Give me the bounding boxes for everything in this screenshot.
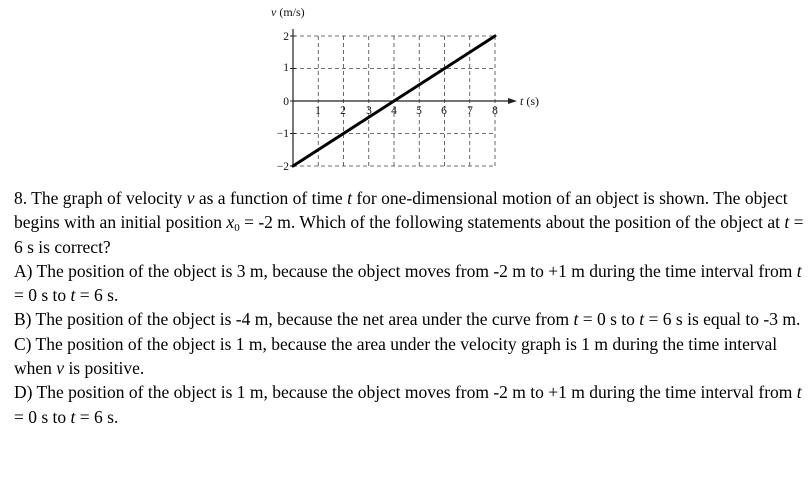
- x-tick-label: 7: [467, 105, 473, 117]
- y-tick-label: 2: [283, 31, 289, 43]
- y-tick-label: −2: [276, 161, 289, 173]
- x-axis-unit: (s): [526, 94, 540, 108]
- choice-c: C) The position of the object is 1 m, because the area under the velocity graph is 1 m during the time interval when v is positive.: [14, 333, 778, 379]
- y-axis-unit: (m/s): [279, 5, 305, 19]
- x-tick-label: 5: [416, 105, 422, 117]
- choice-d: D) The position of the object is 1 m, because the object moves from -2 m to +1 m during the time interval from t = 0 s to t = 6 s.: [14, 382, 802, 427]
- choice-b: B) The position of the object is -4 m, because the net area under the curve from t = 0 s to t = 6 s is equal to -3 m.: [14, 309, 801, 330]
- y-tick-label: −1: [276, 128, 289, 140]
- x-axis-var: t: [520, 94, 524, 108]
- y-tick-label: 1: [283, 62, 289, 74]
- x-tick-label: 6: [441, 105, 447, 117]
- x-axis-label: [520, 94, 539, 108]
- choice-a: A) The position of the object is 3 m, because the object moves from -2 m to +1 m during the time interval from t = 0 s to t = 6 s.: [14, 260, 802, 306]
- x-axis-arrow-icon: [508, 98, 517, 104]
- velocity-time-graph: [255, 0, 555, 178]
- x-tick-label: 8: [492, 105, 498, 117]
- y-axis-label: [271, 5, 305, 19]
- x-tick-label: 2: [340, 105, 346, 117]
- x-tick-label: 4: [391, 105, 397, 117]
- x-tick-label: 3: [366, 105, 372, 117]
- question-number: 8.: [14, 188, 28, 208]
- y-tick-label: 0: [283, 96, 289, 108]
- x-tick-label: 1: [315, 105, 321, 117]
- question-stem: 8. The graph of velocity v as a function of time t for one-dimensional motion of an object is shown. The object begins with an initial position $x_0 = -2$ m. Which of the following statements about the position of the object at t = 6 s is correct?: [14, 188, 804, 257]
- question-block: [14, 186, 804, 429]
- y-axis-var: v: [271, 5, 277, 19]
